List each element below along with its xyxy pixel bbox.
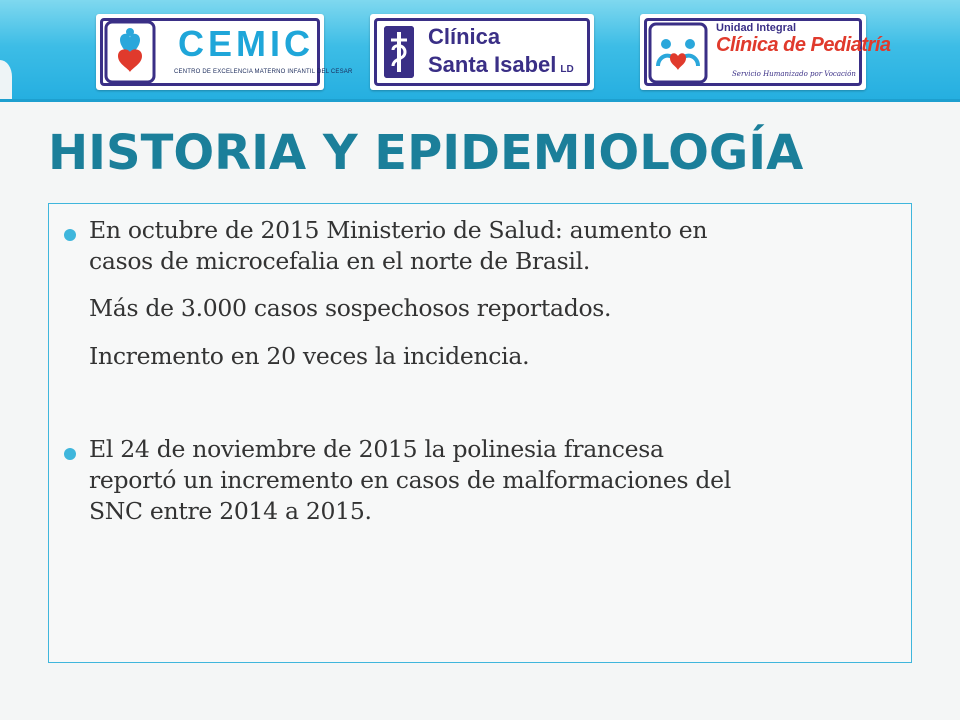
santa-isabel-suffix: LD <box>560 64 574 75</box>
slide-title: HISTORIA Y EPIDEMIOLOGÍA <box>48 125 804 181</box>
logo-cemic <box>96 14 353 90</box>
cemic-wordmark: CEMIC <box>178 23 314 64</box>
header-band <box>0 0 960 102</box>
bullet-text-line: casos de microcefalia en el norte de Brasil. <box>89 247 591 275</box>
bullet-text-line: SNC entre 2014 a 2015. <box>89 497 372 525</box>
pediatria-tagline: Servicio Humanizado por Vocación <box>732 70 856 78</box>
santa-isabel-line2 <box>428 52 574 83</box>
logo-pediatria <box>640 14 891 90</box>
header-swoosh <box>0 60 12 102</box>
bullet-item <box>49 215 911 372</box>
bullet-dot-icon <box>64 448 76 460</box>
family-heart-icon <box>648 22 708 84</box>
logo-santa-isabel <box>370 14 594 90</box>
bullet-list <box>49 215 911 527</box>
bullet-item <box>49 434 911 527</box>
bullet-text-line: reportó un incremento en casos de malformaciones del <box>89 466 731 494</box>
santa-isabel-emblem-icon <box>384 26 414 78</box>
santa-isabel-line1: Clínica <box>428 24 501 49</box>
content-box <box>48 203 912 663</box>
pediatria-unidad: Unidad Integral <box>716 22 797 34</box>
pediatria-name: Clínica de Pediatría <box>716 34 891 56</box>
bullet-dot-icon <box>64 229 76 241</box>
continuation-line: Incremento en 20 veces la incidencia. <box>89 342 530 370</box>
cemic-subtitle: CENTRO DE EXCELENCIA MATERNO INFANTIL DEL CESAR <box>174 69 353 75</box>
bullet-text-line: En octubre de 2015 Ministerio de Salud: aumento en <box>89 216 708 244</box>
heart-mother-icon <box>100 18 160 86</box>
santa-isabel-name: Santa Isabel <box>428 52 557 77</box>
bullet-text-line: El 24 de noviembre de 2015 la polinesia francesa <box>89 435 664 463</box>
continuation-line: Más de 3.000 casos sospechosos reportados. <box>89 294 612 322</box>
